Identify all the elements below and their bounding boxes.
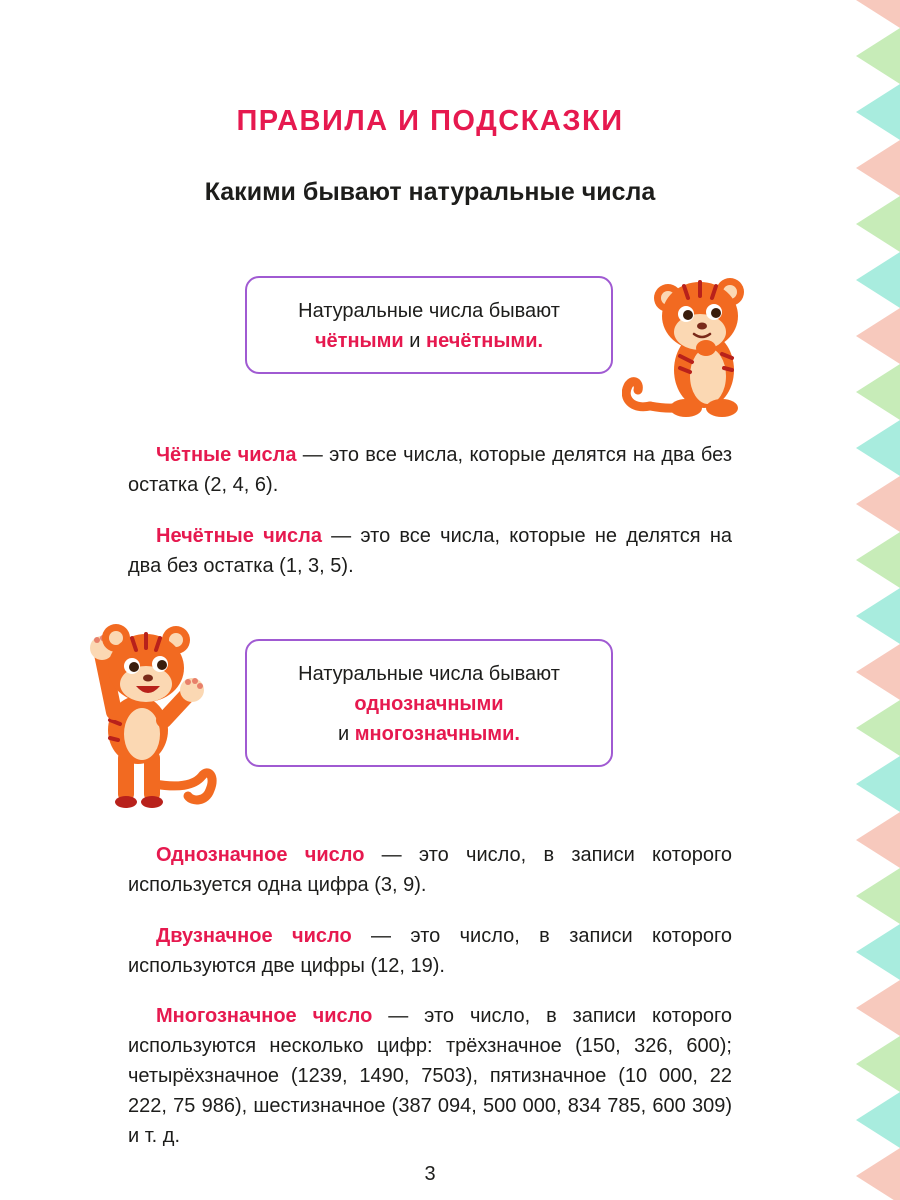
definition-term: Нечётные числа <box>156 525 322 547</box>
note-box-line <box>247 719 611 749</box>
pattern-triangle <box>856 560 900 588</box>
pattern-triangle <box>856 1120 900 1148</box>
definition-text: — это все числа, которые делятся на два без остатка (2, 4, 6). <box>128 444 732 496</box>
pattern-triangle <box>856 28 900 56</box>
pattern-triangle <box>856 84 900 112</box>
definition-text: — это число, в записи которого используются две цифры (12, 19). <box>128 925 732 977</box>
tiger-waving-illustration <box>88 616 228 808</box>
pattern-triangle <box>856 644 900 672</box>
pattern-triangle <box>856 1008 900 1036</box>
side-triangle-pattern <box>856 0 900 1200</box>
pattern-triangle <box>856 448 900 476</box>
pattern-triangle <box>856 952 900 980</box>
pattern-triangle <box>856 308 900 336</box>
definition-term: Двузначное число <box>156 925 352 947</box>
note-box-even-odd <box>245 276 613 374</box>
definition-term: Однозначное число <box>156 844 365 866</box>
pattern-triangle <box>856 756 900 784</box>
pattern-triangle <box>856 1036 900 1064</box>
definition-paragraph <box>128 840 732 900</box>
conjunction: и <box>338 723 350 745</box>
pattern-triangle <box>856 112 900 140</box>
pattern-triangle <box>856 140 900 168</box>
pattern-triangle <box>856 1148 900 1176</box>
definition-paragraph <box>128 1001 732 1151</box>
pattern-triangle <box>856 980 900 1008</box>
highlight-term: многозначными. <box>354 723 520 745</box>
note-box-line: Натуральные числа бывают <box>298 663 560 685</box>
pattern-triangle <box>856 532 900 560</box>
definition-term: Чётные числа <box>156 444 297 466</box>
pattern-triangle <box>856 196 900 224</box>
pattern-triangle <box>856 868 900 896</box>
highlight-term: нечётными. <box>426 330 544 352</box>
note-box-line <box>247 326 611 356</box>
page-number: 3 <box>424 1163 436 1185</box>
pattern-triangle <box>856 728 900 756</box>
definition-paragraph <box>128 521 732 581</box>
pattern-triangle <box>856 1176 900 1200</box>
pattern-triangle <box>856 504 900 532</box>
page-title: ПРАВИЛА И ПОДСКАЗКИ <box>236 105 624 137</box>
pattern-triangle <box>856 392 900 420</box>
pattern-triangle <box>856 420 900 448</box>
pattern-triangle <box>856 364 900 392</box>
highlight-term: однозначными <box>354 693 504 715</box>
definition-paragraph <box>128 921 732 981</box>
page-subtitle: Какими бывают натуральные числа <box>204 178 656 206</box>
pattern-triangle <box>856 700 900 728</box>
pattern-triangle <box>856 588 900 616</box>
pattern-triangle <box>856 336 900 364</box>
pattern-triangle <box>856 784 900 812</box>
pattern-triangle <box>856 56 900 84</box>
pattern-triangle <box>856 0 900 28</box>
definition-text: — это число, в записи которого используется одна цифра (3, 9). <box>128 844 732 896</box>
pattern-triangle <box>856 252 900 280</box>
pattern-triangle <box>856 280 900 308</box>
highlight-term: чётными <box>314 330 404 352</box>
tiger-thinking-illustration <box>622 258 747 420</box>
pattern-triangle <box>856 896 900 924</box>
note-box-line: Натуральные числа бывают <box>298 300 560 322</box>
conjunction: и <box>409 330 421 352</box>
pattern-triangle <box>856 1064 900 1092</box>
note-box-digits <box>245 639 613 767</box>
pattern-triangle <box>856 224 900 252</box>
definition-text: — это все числа, которые не делятся на два без остатка (1, 3, 5). <box>128 525 732 577</box>
pattern-triangle <box>856 616 900 644</box>
pattern-triangle <box>856 672 900 700</box>
pattern-triangle <box>856 840 900 868</box>
pattern-triangle <box>856 924 900 952</box>
definition-paragraph <box>128 440 732 500</box>
pattern-triangle <box>856 1092 900 1120</box>
note-box-line <box>247 689 611 719</box>
pattern-triangle <box>856 812 900 840</box>
pattern-triangle <box>856 168 900 196</box>
definition-text: — это число, в записи которого используются несколько цифр: трёхзначное (150, 326, 600); четырёхзначное (1239, 1490, 7503), пятизначное (10 000, 22 222, 75 986), шестизначное (387 094, 500 000, 834 785, 600 309) и т. д. <box>128 1005 732 1147</box>
definition-term: Многозначное число <box>156 1005 373 1027</box>
pattern-triangle <box>856 476 900 504</box>
